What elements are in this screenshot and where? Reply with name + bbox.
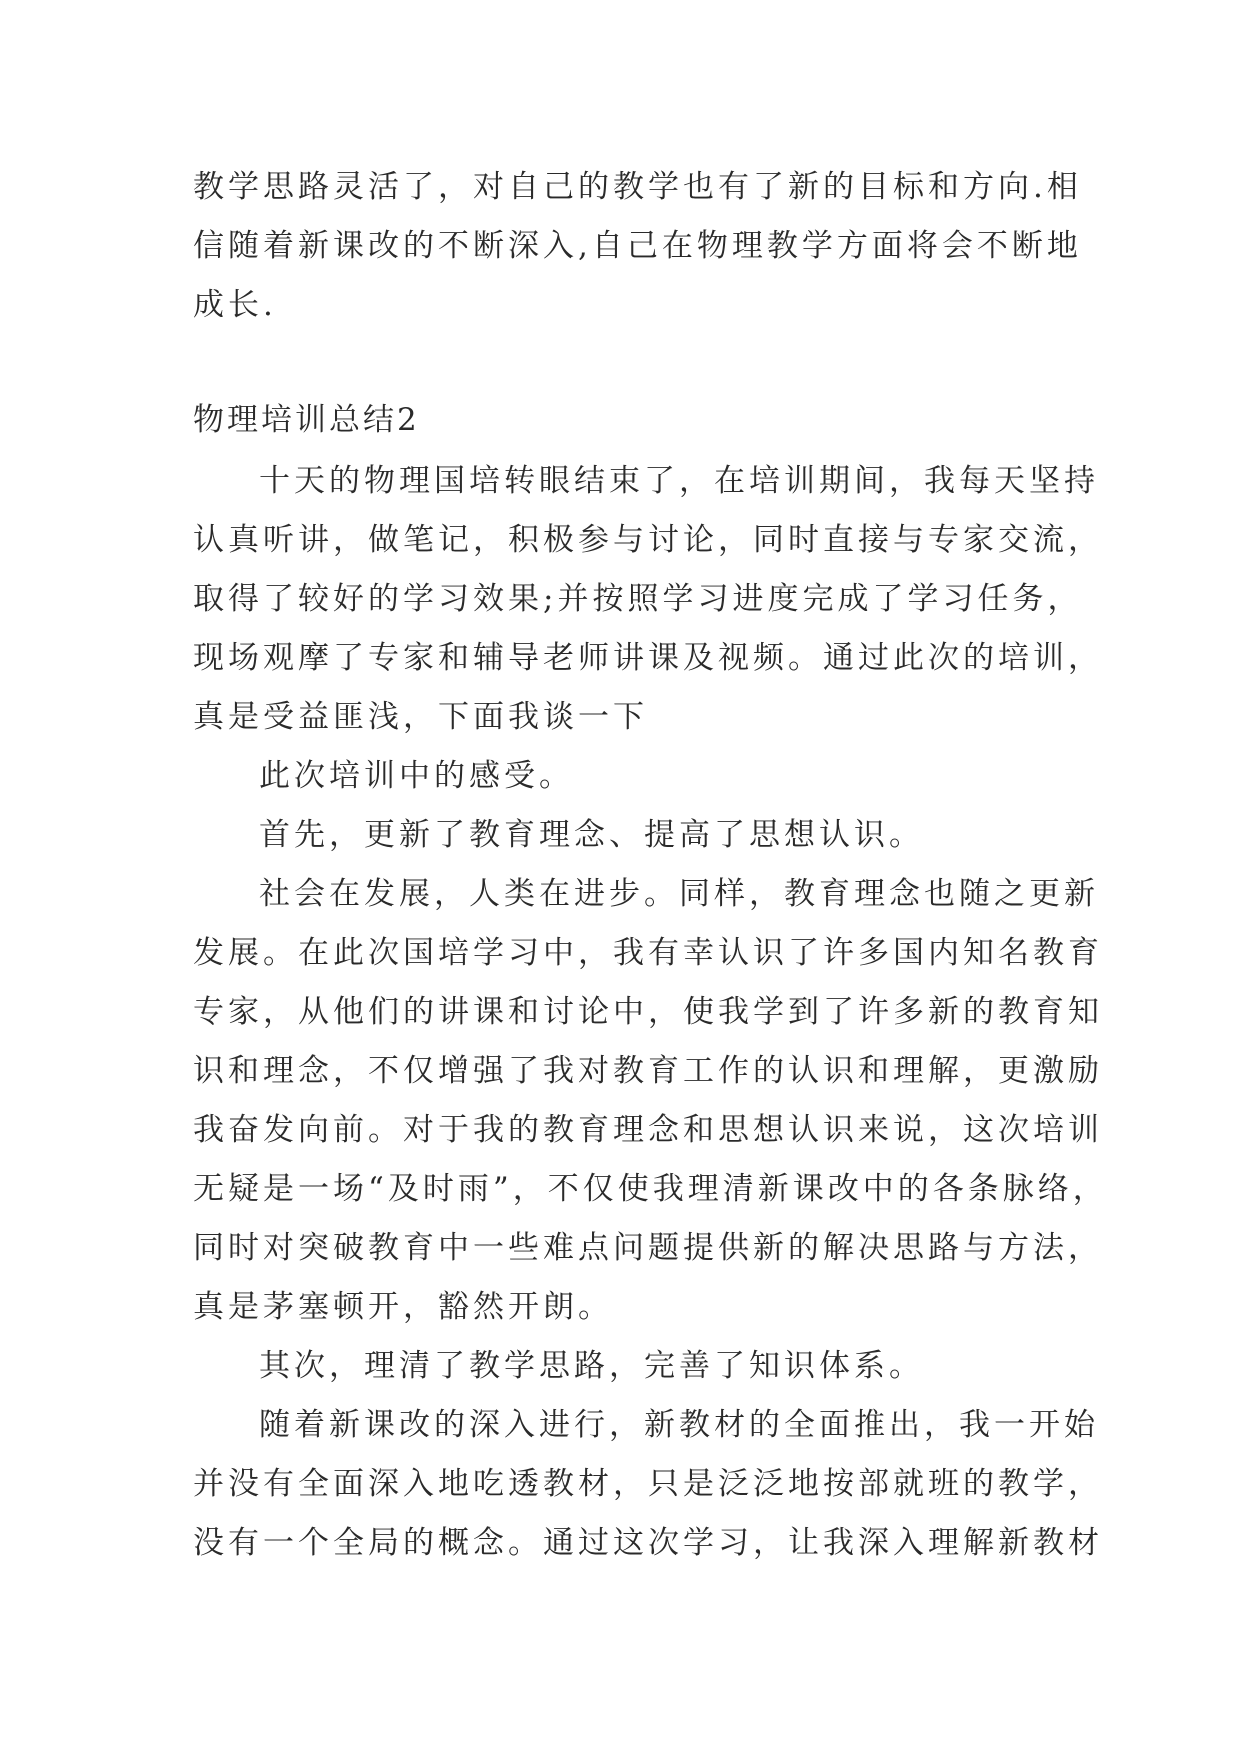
text-line: 我奋发向前。对于我的教育理念和思想认识来说，这次培训: [193, 1112, 1103, 1148]
text-line: 并没有全面深入地吃透教材，只是泛泛地按部就班的教学，: [193, 1466, 1103, 1502]
section-title: 物理培训总结2: [193, 402, 420, 438]
text-line: 同时对突破教育中一些难点问题提供新的解决思路与方法，: [193, 1230, 1103, 1266]
text-line: 真是茅塞顿开，豁然开朗。: [193, 1289, 613, 1325]
text-line: 识和理念，不仅增强了我对教育工作的认识和理解，更激励: [193, 1053, 1103, 1089]
text-line: 没有一个全局的概念。通过这次学习，让我深入理解新教材: [193, 1525, 1103, 1561]
text-line: 现场观摩了专家和辅导老师讲课及视频。通过此次的培训，: [193, 640, 1103, 676]
text-line: 信随着新课改的不断深入,自己在物理教学方面将会不断地: [193, 228, 1082, 264]
paragraph-first-line: 随着新课改的深入进行，新教材的全面推出，我一开始: [259, 1407, 1099, 1443]
text-line: 教学思路灵活了，对自己的教学也有了新的目标和方向.相: [193, 169, 1082, 205]
paragraph-first-line: 此次培训中的感受。: [259, 758, 574, 794]
paragraph-first-line: 社会在发展，人类在进步。同样，教育理念也随之更新: [259, 876, 1099, 912]
body-text: [193, 452, 1108, 1573]
text-line: 专家，从他们的讲课和讨论中，使我学到了许多新的教育知: [193, 994, 1103, 1030]
text-line: 取得了较好的学习效果;并按照学习进度完成了学习任务，: [193, 581, 1083, 617]
text-line: 认真听讲，做笔记，积极参与讨论，同时直接与专家交流，: [193, 522, 1103, 558]
paragraph-first-line: 首先，更新了教育理念、提高了思想认识。: [259, 817, 924, 853]
text-line: 真是受益匪浅，下面我谈一下: [193, 699, 648, 735]
text-line: 发展。在此次国培学习中，我有幸认识了许多国内知名教育: [193, 935, 1103, 971]
intro-paragraph: [193, 158, 1082, 335]
text-line: 成长.: [193, 287, 277, 323]
paragraph-first-line: 其次，理清了教学思路，完善了知识体系。: [259, 1348, 924, 1384]
paragraph-first-line: 十天的物理国培转眼结束了，在培训期间，我每天坚持: [259, 463, 1099, 499]
text-line: 无疑是一场“及时雨”，不仅使我理清新课改中的各条脉络，: [193, 1171, 1108, 1207]
